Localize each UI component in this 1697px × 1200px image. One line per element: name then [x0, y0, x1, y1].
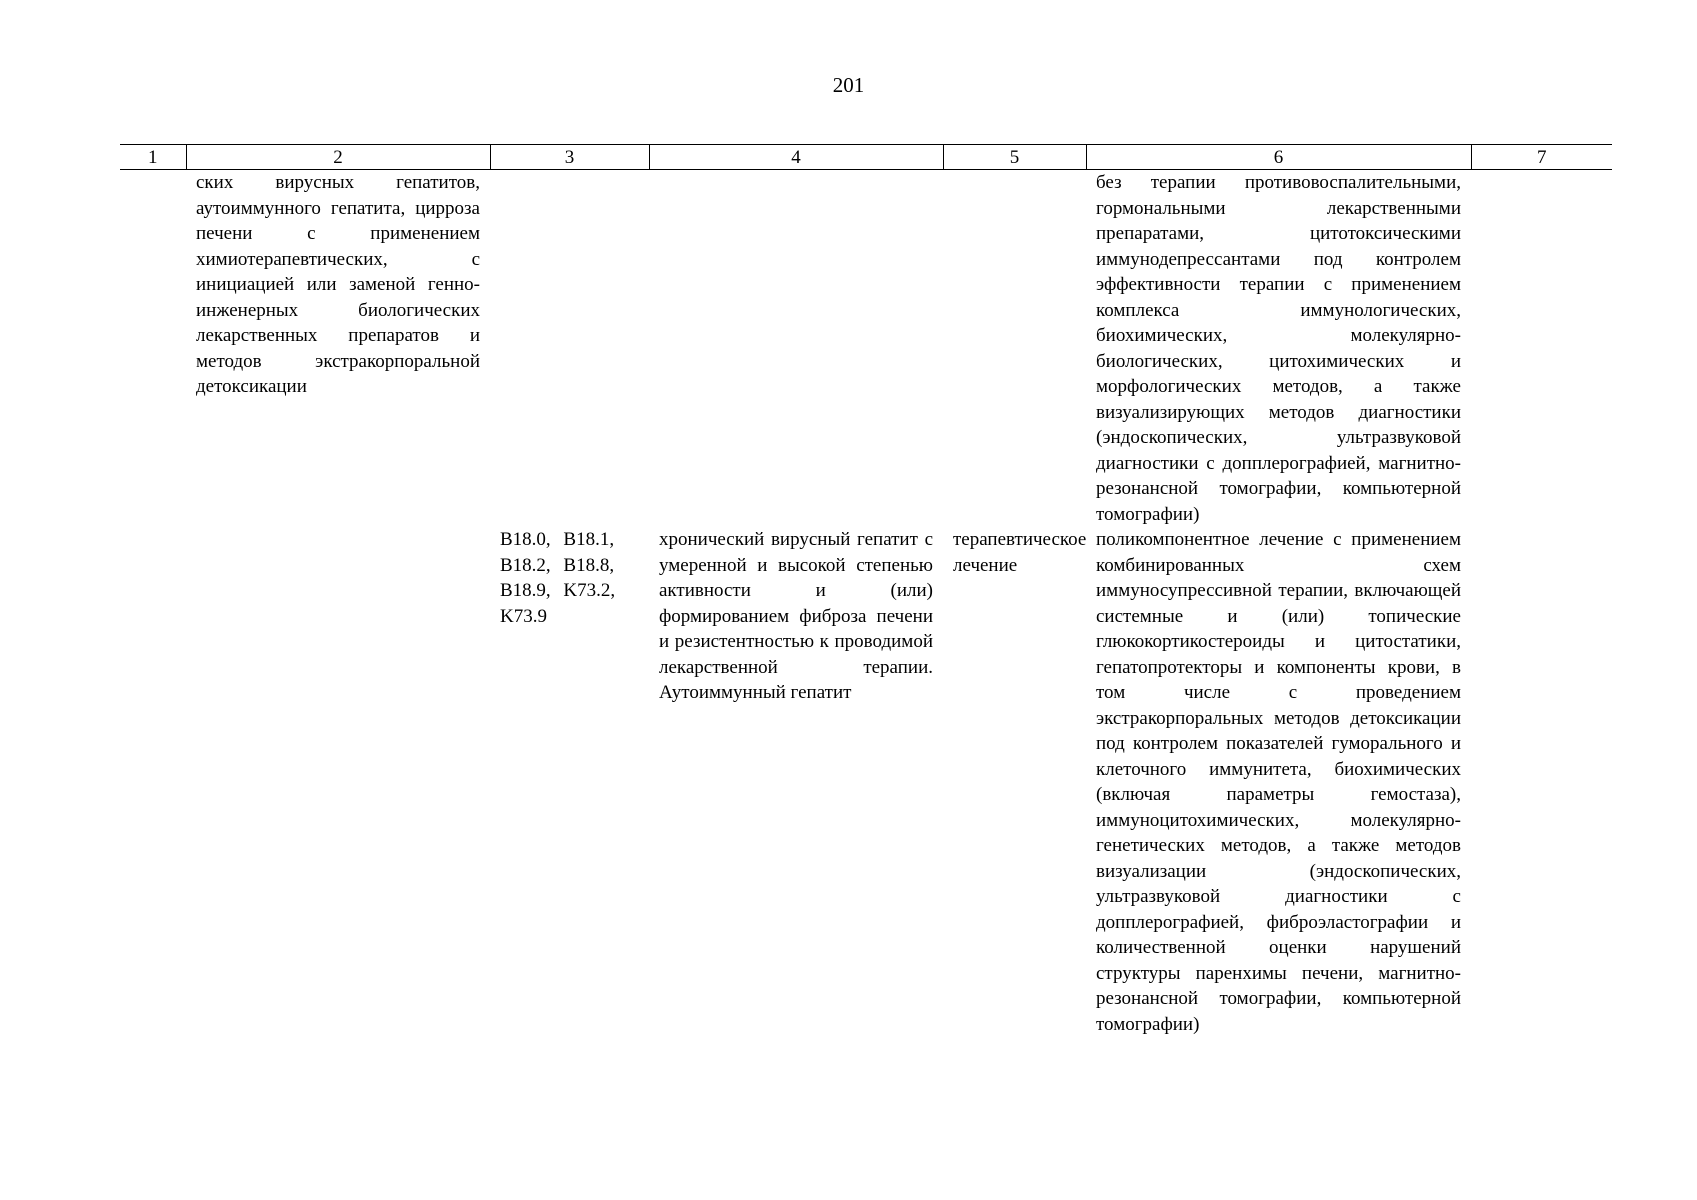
cell-cost [1471, 527, 1612, 1037]
cell-number [120, 170, 186, 528]
header-col-5: 5 [943, 145, 1086, 170]
header-col-6: 6 [1086, 145, 1471, 170]
page-number: 201 [832, 73, 865, 97]
table-row [120, 170, 1612, 528]
header-col-4: 4 [649, 145, 943, 170]
cell-icd-codes [490, 170, 649, 528]
header-col-3: 3 [490, 145, 649, 170]
cell-care-type [186, 527, 490, 1037]
cell-patient-model [649, 170, 943, 528]
header-col-7: 7 [1471, 145, 1612, 170]
header-col-2: 2 [186, 145, 490, 170]
cell-cost [1471, 170, 1612, 528]
cell-care-type: ских вирусных гепатитов, аутоиммунного гепатита, цирроза печени с применением химиотерапевтических, с инициацией или заменой генно-инженерных биологических лекарственных препаратов и методов экстракорпоральной детоксикации [196, 172, 480, 397]
cell-treatment-method: без терапии противовоспалительными, гормональными лекарственными препаратами, цитотоксическими иммунодепрессантами под контролем эффективности терапии с применением комплекса иммунологических, биохимических, молекулярно-биологических, цитохимических и морфологических методов, а также визуализирующих методов диагностики (эндоскопических, ультразвуковой диагностики с допплерографией, магнитно-резонансной томографии, компьютерной томографии) [1096, 172, 1461, 525]
table-row [120, 527, 1612, 1037]
cell-treatment-type [943, 170, 1086, 528]
cell-treatment-method: поликомпонентное лечение с применением комбинированных схем иммуносупрессивной терапии, включающей системные и (или) топические глюкокортикостероиды и цитостатики, гепатопротекторы и компоненты крови, в том числе с проведением экстракорпоральных методов детоксикации под контролем показателей гуморального и клеточного иммунитета, биохимических (включая параметры гемостаза), иммуноцитохимических, молекулярно-генетических методов, а также методов визуализации (эндоскопических, ультразвуковой диагностики с допплерографией, фиброэластографии и количественной оценки нарушений структуры паренхимы печени, магнитно-резонансной томографии, компьютерной томографии) [1096, 529, 1461, 1035]
medical-care-table [120, 144, 1612, 1037]
cell-number [120, 527, 186, 1037]
cell-treatment-type: терапевтическое лечение [953, 529, 1087, 576]
table-header-row [120, 145, 1612, 170]
header-col-1: 1 [120, 145, 186, 170]
cell-icd-codes: B18.0, B18.1, B18.2, B18.8, B18.9, K73.2, K73.9 [500, 529, 616, 627]
cell-patient-model: хронический вирусный гепатит с умеренной и высокой степенью активности и (или) формированием фиброза печени и резистентностью к проводимой лекарственной терапии. Аутоиммунный гепатит [659, 529, 933, 703]
